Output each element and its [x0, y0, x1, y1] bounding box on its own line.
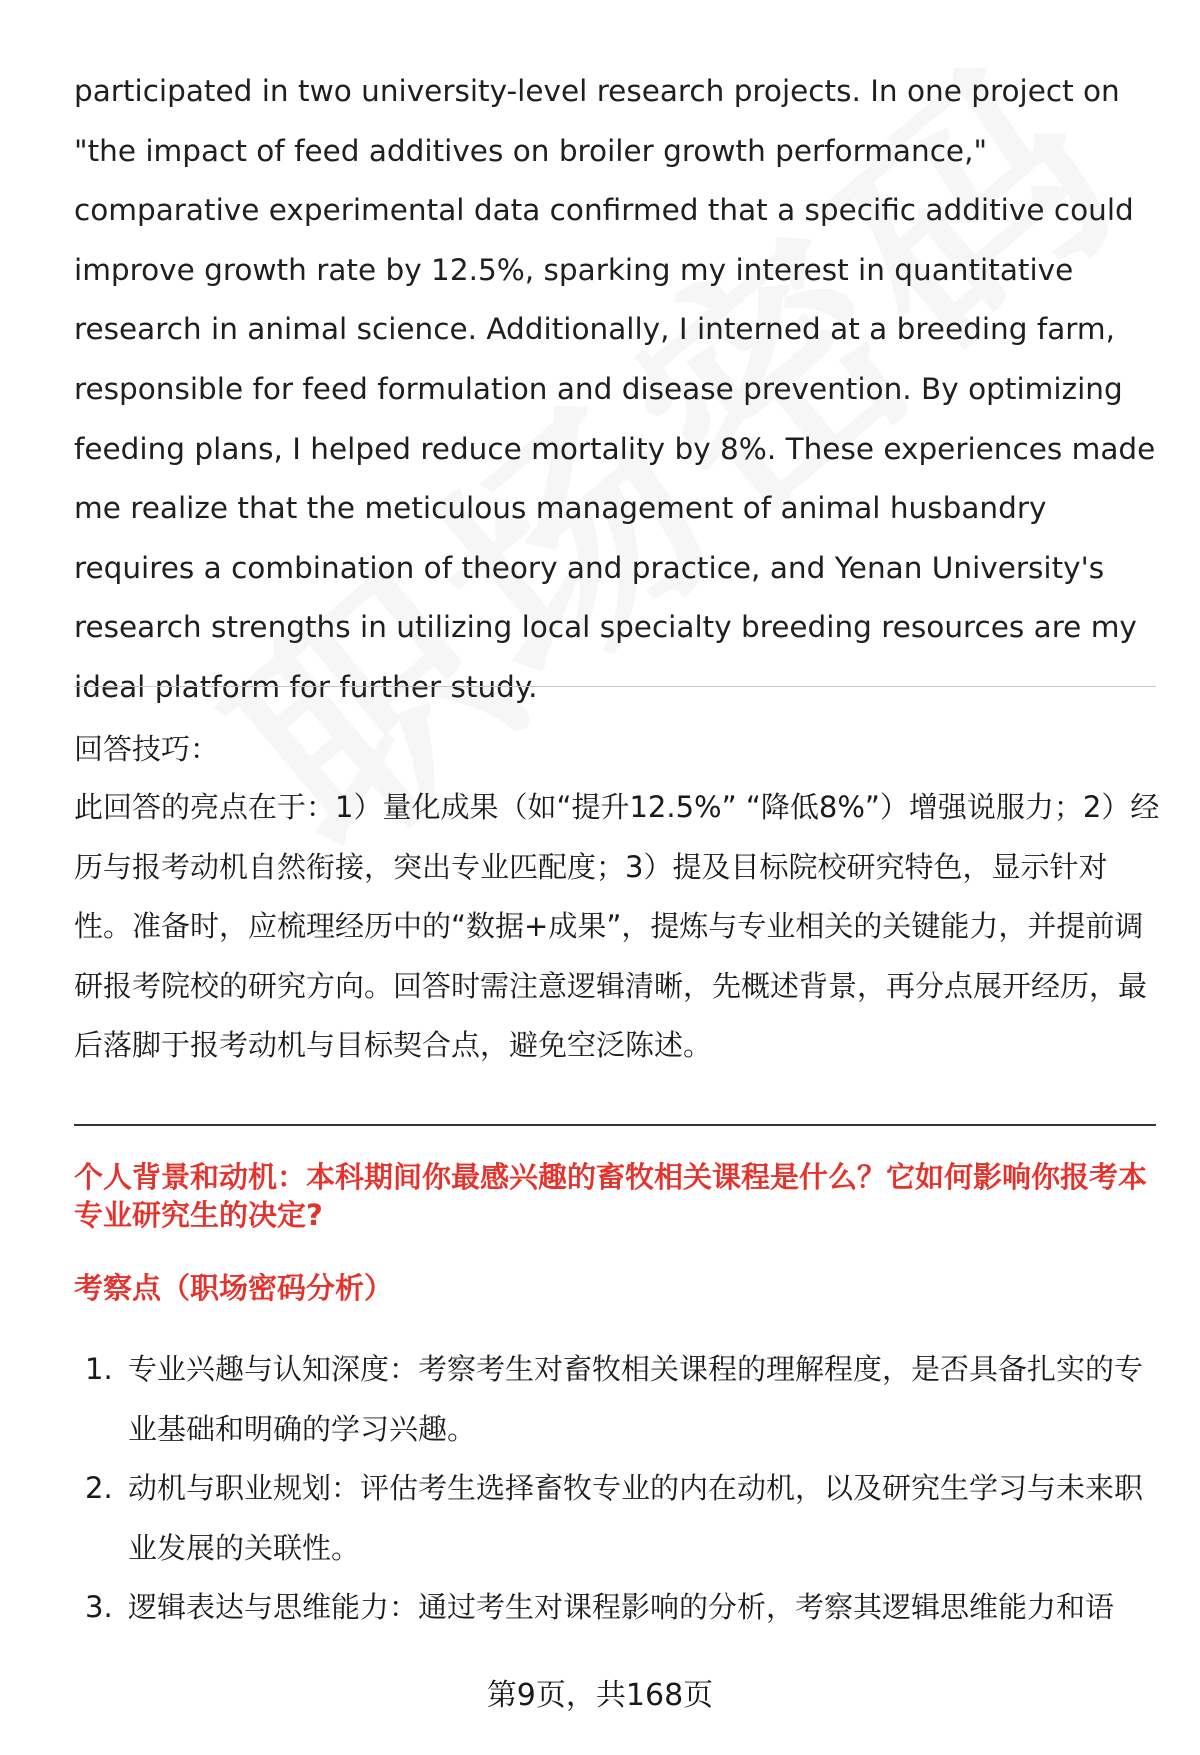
page-number-footer: 第9页，共168页	[486, 1678, 714, 1713]
question-heading: 个人背景和动机：本科期间你最感兴趣的畜牧相关课程是什么？它如何影响你报考本专业研究生的决定?	[74, 1160, 1148, 1232]
list-item-text: 逻辑表达与思维能力：通过考生对课程影响的分析，考察其逻辑思维能力和语	[128, 1590, 1115, 1624]
divider-dark	[74, 1124, 1156, 1126]
list-item-text: 专业兴趣与认知深度：考察考生对畜牧相关课程的理解程度，是否具备扎实的专业基础和明确的学习兴趣。	[128, 1352, 1144, 1446]
tips-label: 回答技巧：	[74, 732, 220, 766]
assessment-points-list	[74, 1340, 1164, 1638]
list-item-number: 3.	[85, 1590, 113, 1624]
section-title: 考察点（职场密码分析）	[74, 1271, 394, 1305]
list-item	[74, 1340, 1164, 1459]
list-item	[74, 1578, 1164, 1638]
list-item-number: 2.	[85, 1471, 113, 1505]
list-item	[74, 1459, 1164, 1578]
divider-light	[74, 686, 1156, 687]
tips-body: 此回答的亮点在于：1）量化成果（如“提升12.5%” “降低8%”）增强说服力；2）经历与报考动机自然衔接，突出专业匹配度；3）提及目标院校研究特色，显示针对性。准备时，应梳理经历中的“数据+成果”，提炼与专业相关的关键能力，并提前调研报考院校的研究方向。回答时需注意逻辑清晰，先概述背景，再分点展开经历，最后落脚于报考动机与目标契合点，避免空泛陈述。	[74, 790, 1160, 1062]
list-item-text: 动机与职业规划：评估考生选择畜牧专业的内在动机，以及研究生学习与未来职业发展的关联性。	[128, 1471, 1144, 1565]
answer-english-paragraph: participated in two university-level research projects. In one project on "the impact of feed additives on broiler growth performance," comparative experimental data confirmed that a specific additive could improve growth rate by 12.5%, sparking my interest in quantitative research in animal science. Additionally, I interned at a breeding farm, responsible for feed formulation and disease prevention. By optimizing feeding plans, I helped reduce mortality by 8%. These experiences made me realize that the meticulous management of animal husbandry requires a combination of theory and practice, and Yenan University's research strengths in utilizing local specialty breeding resources are my ideal platform for further study.	[74, 74, 1156, 704]
list-item-number: 1.	[85, 1352, 113, 1386]
